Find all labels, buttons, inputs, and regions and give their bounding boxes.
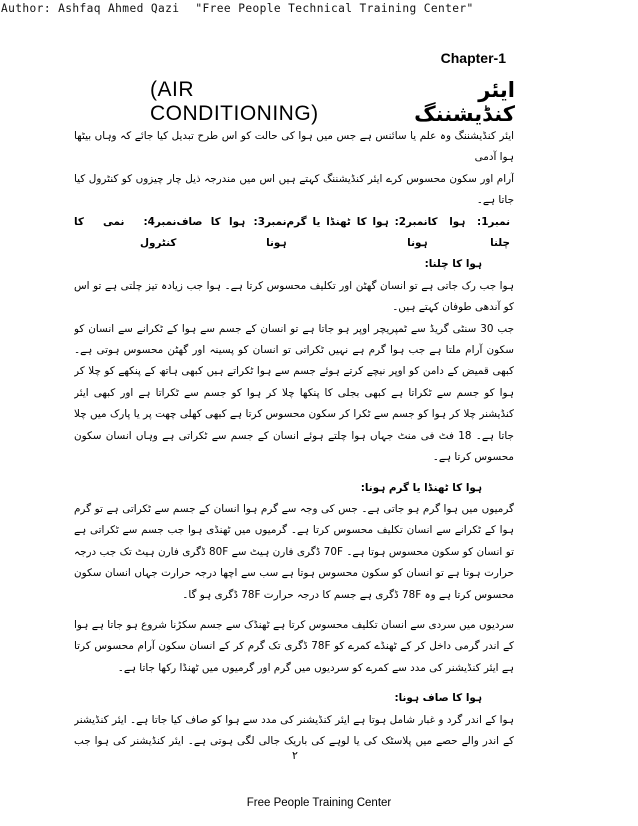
list-item: نمبر4: نمی کا کنٹرول: [74, 215, 177, 250]
list-item: نمبر1: ہوا کا چلنا: [427, 215, 510, 250]
author-line: Author: Ashfaq Ahmed Qazi: [1, 2, 180, 15]
section-heading: ہوا کا ٹھنڈا یا گرم ہونا:: [360, 481, 482, 494]
section-paragraph: ہوا جب رک جاتی ہے تو انسان گھٹن اور تکلیف محسوس کرتا ہے۔ ہوا جب زیادہ تیز چلتی ہے تو اس کو آندھی طوفان کہتے ہیں۔: [74, 279, 514, 314]
page-number: ۲: [292, 749, 298, 762]
list-item: نمبر2: ہوا کا ٹھنڈا یا گرم ہونا: [286, 215, 428, 250]
section-paragraph: جب 30 سنٹی گریڈ سے ٹمپریچر اوپر ہو جاتا ہے تو انسان کے جسم سے ہوا کے ٹکرانے سے انسان کو سکون آرام ملتا ہے جب ہوا گرم ہے نہیں ٹکراتی تو انسان کو پسینہ اور گھٹن محسوس ہوتی ہے۔ کبھی قمیض کے دامن کو اوپر نیچے کرتے ہوئے جسم سے ہوا ٹکراتے ہیں کبھی ہاتھ کے پنکھے کو چلا کر ہوا کو جسم سے ٹکراتا ہے کبھی بجلی کا پنکھا چلا کر ہوا کو جسم سے ٹکراتا ہے اور کبھی ایئر کنڈیشنر چلا کر ہوا کو جسم سے ٹکرا کر سکون محسوس کرتا ہے کبھی کھلی چھت پر یا پارک میں چلا جاتا ہے۔ 18 فٹ فی منٹ جہاں ہوا چلتے ہوئے انسان کے جسم سے ٹکراتی ہے وہاں انسان سکون محسوس کرتا ہے۔: [74, 322, 514, 464]
section-heading: ہوا کا چلنا:: [424, 258, 482, 271]
chapter-label: Chapter-1: [440, 50, 506, 66]
section-paragraph: ہوا کے اندر گرد و غبار شامل ہوتا ہے ایئر کنڈیشنر کی مدد سے ہوا کو صاف کیا جاتا ہے۔ ایئر کنڈیشنر کے اندر والے حصے میں پلاسٹک کی یا لوہے کی باریک جالی لگی ہوتی ہے۔ ایئر کنڈیشنر کی ہوا جب: [74, 713, 514, 747]
document-body: [74, 126, 514, 754]
intro-paragraph: آرام اور سکون محسوس کرے ایئر کنڈیشننگ کہتے ہیں اس میں مندرجہ ذیل چار چیزوں کو کنٹرول کیا جاتا ہے۔: [74, 172, 514, 207]
section-paragraph: سردیوں میں سردی سے انسان تکلیف محسوس کرتا ہے ٹھنڈک سے جسم سکڑنا شروع ہو جاتا ہے ہوا کے اندر گرمی داخل کر کے ٹھنڈے کمرے کو 78F ڈگری تک گرم کر کے انسان سکون آرام محسوس کرتا ہے ایئر کنڈیشنر کی مدد سے کمرے کو سردیوں میں گرم اور گرمیوں میں ٹھنڈا رکھا جاتا ہے۔: [74, 618, 514, 674]
intro-paragraph: ایئر کنڈیشننگ وہ علم یا سائنس ہے جس میں ہوا کی حالت کو اس طرح تبدیل کیا جائے کہ وہاں بیٹھا ہوا آدمی: [74, 130, 514, 164]
page-title: [150, 78, 515, 126]
document-header: [1, 2, 631, 15]
organization-line: "Free People Technical Training Center": [195, 2, 474, 15]
list-item: نمبر3: ہوا کا صاف ہونا: [176, 215, 287, 250]
page-footer: Free People Training Center: [246, 797, 392, 809]
section-heading: ہوا کا صاف ہونا:: [394, 692, 482, 705]
title-urdu: ایئر کنڈیشننگ: [414, 78, 515, 126]
section-paragraph: گرمیوں میں ہوا گرم ہو جاتی ہے۔ جس کی وجہ سے گرم ہوا انسان کے جسم سے ٹکراتی ہے تو گرم ہوا کے ٹکرانے سے انسان تکلیف محسوس کرتا ہے۔ گرمیوں میں ٹھنڈی ہوا جب جسم سے ٹکراتی ہے تو انسان کو سکون محسوس ہوتا ہے۔ 70F ڈگری فارن ہیٹ سے 80F ڈگری فارن ہیٹ تک جب درجہ حرارت ہوتا ہے تو انسان کو سکون محسوس ہوتا ہے سب سے اچھا درجہ حرارت جہاں انسان سکون محسوس کرتا ہے وہ 78F ڈگری ہے جسم کا درجہ حرارت 78F ڈگری ہو گا۔: [74, 502, 514, 601]
title-english: (AIR CONDITIONING): [150, 78, 319, 125]
control-list: [74, 212, 514, 255]
